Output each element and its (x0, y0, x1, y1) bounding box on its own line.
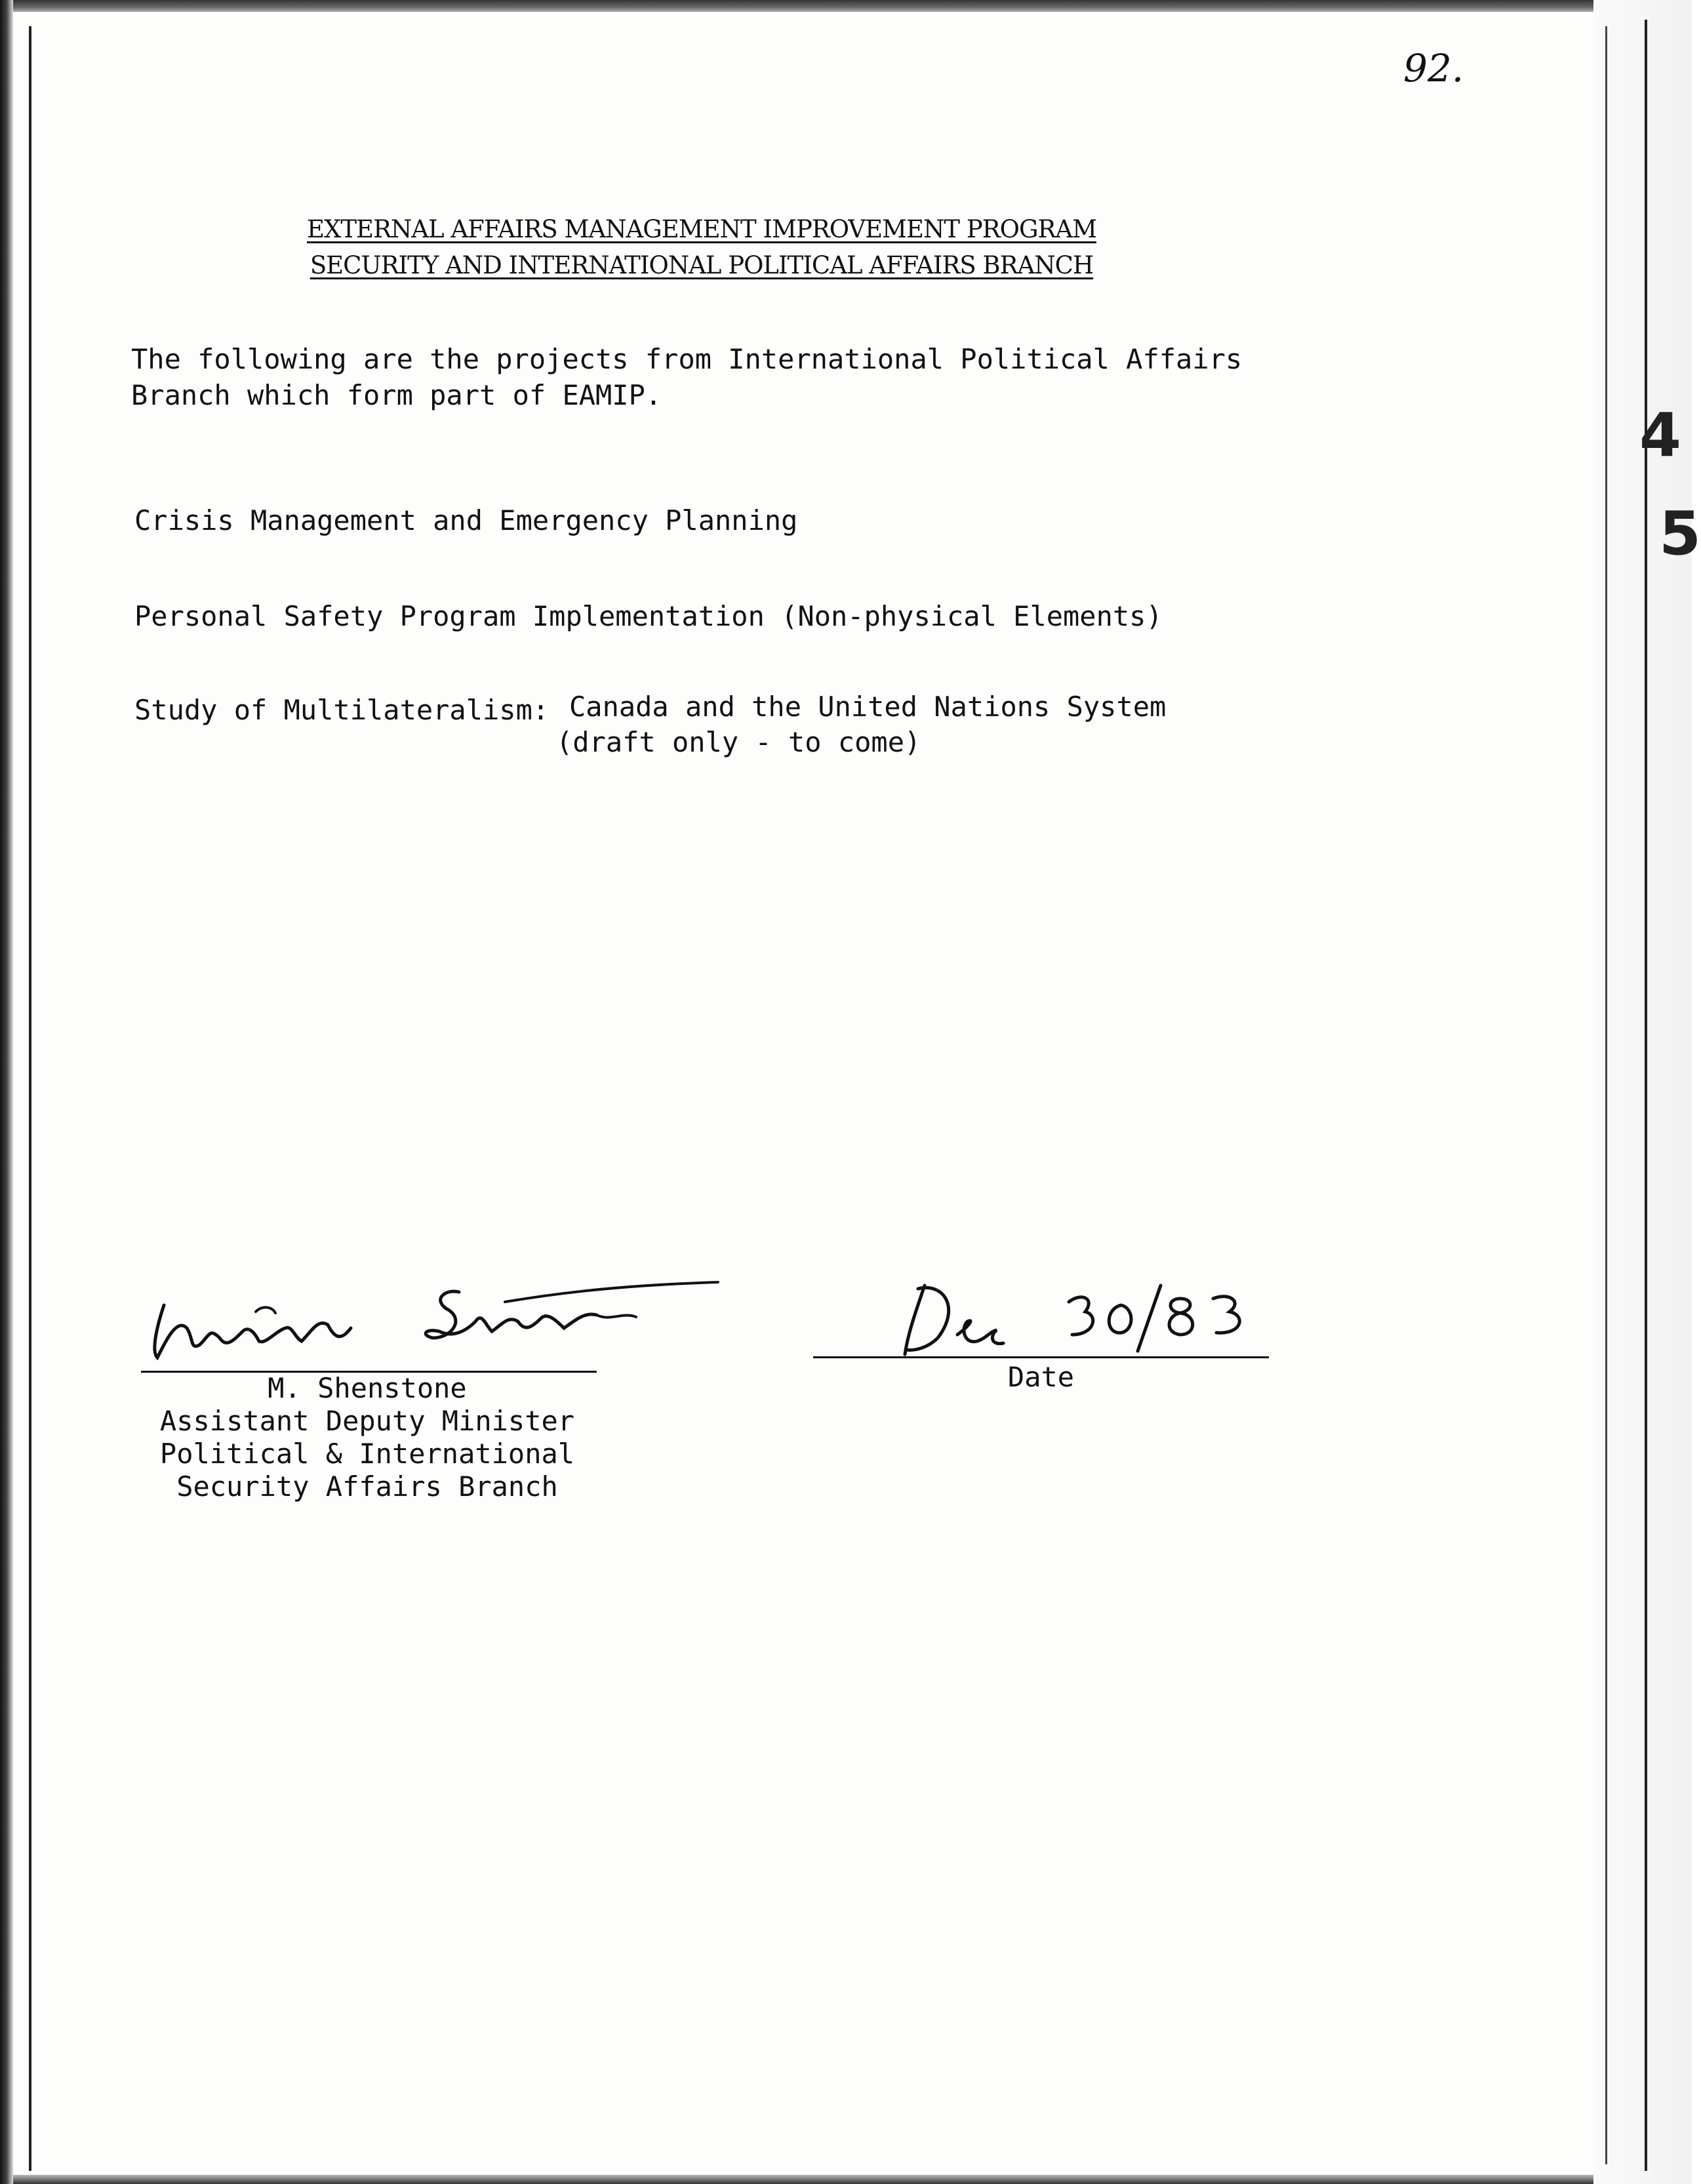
binding-line-left (29, 26, 31, 2171)
scan-strip-right (1593, 0, 1692, 2184)
intro-line-1: The following are the projects from International Political Affairs (131, 343, 1243, 375)
scan-edge-top (0, 0, 1692, 12)
project-item-label: Study of Multilateralism: (134, 694, 550, 726)
project-item: Canada and the United Nations System (569, 691, 1167, 723)
scan-edge-bottom (0, 2175, 1692, 2184)
side-tab-4: 4 (1639, 400, 1682, 470)
document-heading (289, 211, 1115, 283)
heading-line-2: SECURITY AND INTERNATIONAL POLITICAL AFFAIRS BRANCH (310, 251, 1094, 279)
page-number: 92. (1403, 46, 1464, 91)
side-tab-5: 5 (1659, 498, 1701, 569)
binding-line-right-outer (1645, 20, 1647, 2171)
signatory-title: Security Affairs Branch (176, 1470, 558, 1503)
heading-line-1: EXTERNAL AFFAIRS MANAGEMENT IMPROVEMENT PROGRAM (307, 215, 1096, 243)
project-item-note: (draft only - to come) (556, 726, 921, 758)
date-line (813, 1356, 1269, 1358)
intro-paragraph (131, 341, 1242, 413)
handwritten-signature (138, 1266, 728, 1364)
project-item: Crisis Management and Emergency Planning (134, 504, 798, 536)
signatory-block (131, 1372, 603, 1503)
handwritten-date (898, 1272, 1252, 1358)
binding-line-right-inner (1605, 26, 1607, 2164)
intro-line-2: Branch which form part of EAMIP. (131, 379, 662, 411)
signatory-name: M. Shenstone (268, 1372, 467, 1404)
signatory-title: Political & International (159, 1438, 575, 1470)
scan-edge-left (0, 0, 13, 2184)
project-item: Personal Safety Program Implementation (Non-physical Elements) (134, 600, 1163, 632)
date-label: Date (1007, 1361, 1075, 1393)
signatory-title: Assistant Deputy Minister (159, 1405, 575, 1437)
